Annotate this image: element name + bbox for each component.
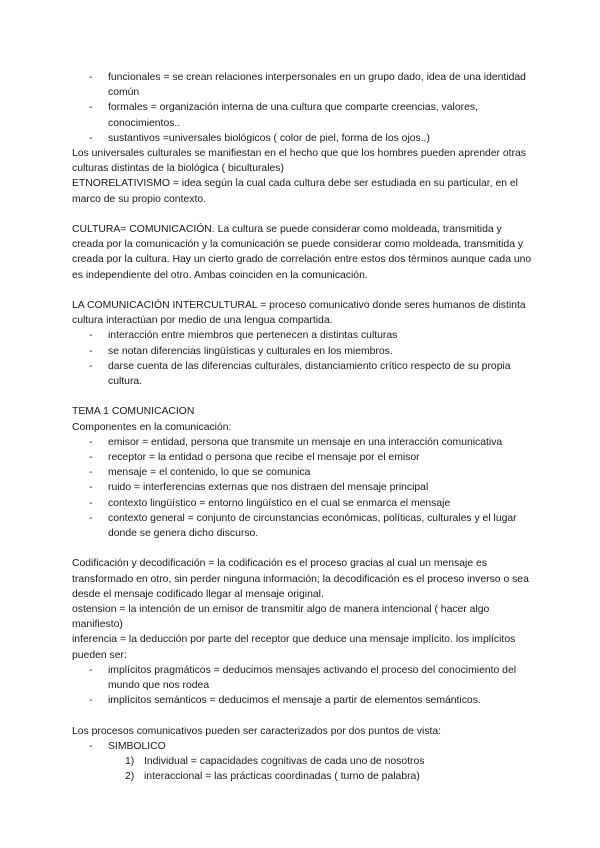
list-item: - ruido = interferencias externas que nos distraen del mensaje principal [72,480,532,495]
list-item [72,754,532,769]
list-item: - contexto lingüístico = entorno lingüístico en el cual se enmarca el mensaje [72,496,532,511]
paragraph-cultura: CULTURA= COMUNICACIÓN. La cultura se puede considerar como moldeada, transmitida y creada por la comunicación y la comunicación se puede considerar como moldeada, transmitida y creada por la cultura. Hay un cierto grado de correlación entre estos dos términos aunque cada uno es independiente del otro. Ambas coinciden en la comunicación. [72,224,532,281]
list-item [72,769,532,784]
list-item: - interacción entre miembros que pertenecen a distintas culturas [72,328,532,343]
paragraph-inferencia: inferencia = la deducción por parte del receptor que deduce una mensaje implícito. los implícitos pueden ser: [72,634,516,661]
list-item: - contexto general = conjunto de circunstancias económicas, políticas, culturales y el lugar donde se genera dicho discurso. [72,511,532,541]
list-item: - sustantivos =universales biológicos ( color de piel, forma de los ojos..) [72,131,532,146]
paragraph-universales: Los universales culturales se manifiestan en el hecho que que los hombres pueden aprender otras culturas distintas de la biológica ( biculturales) [72,148,527,175]
intercultural-list [72,328,532,389]
list-item: - darse cuenta de las diferencias culturales, distanciamiento crítico respecto de su propia cultura. [72,359,532,389]
spacer [72,541,532,556]
paragraph-etnorelativismo: ETNORELATIVISMO = idea según la cual cada cultura debe ser estudiada en su particular, en el marco de su propio contexto. [72,178,518,205]
implicit-list [72,663,532,709]
components-list [72,435,532,541]
list-item: - implícitos semánticos = deducimos el mensaje a partir de elementos semánticos. [72,693,532,708]
section-title: TEMA 1 COMUNICACION [72,406,195,418]
paragraph-codificacion: Codificación y decodificación = la codificación es el proceso gracias al cual un mensaje es transformado en otro, sin perder ninguna información; la decodificación es el proceso inverso o sea desde el mensaje codificado llegar al mensaje original. [72,558,529,600]
list-item: - formales = organización interna de una cultura que comparte creencias, valores, conocimientos.. [72,100,532,130]
paragraph-procesos: Los procesos comunicativos pueden ser caracterizados por dos puntos de vista: [72,725,442,737]
document-page [72,70,532,784]
cultural-universals-list [72,70,532,146]
spacer [72,389,532,404]
list-item: - receptor = la entidad o persona que recibe el mensaje por el emisor [72,450,532,465]
item-number: 1) [125,756,135,768]
spacer [72,708,532,723]
list-item: - se notan diferencias lingüísticas y culturales en los miembros. [72,344,532,359]
item-number: 2) [125,771,135,783]
list-item: - funcionales = se crean relaciones interpersonales en un grupo dado, idea de una identidad común [72,70,532,100]
spacer [72,283,532,298]
list-item: - SIMBOLICO [72,739,532,754]
list-item: - implícitos pragmáticos = deducimos mensajes activando el proceso del conocimiento del mundo que nos rodea [72,663,532,693]
symbolic-sublist [72,754,532,784]
item-text: interaccional = las prácticas coordinadas ( turno de palabra) [144,771,420,783]
list-item: - emisor = entidad, persona que transmite un mensaje en una interacción comunicativa [72,435,532,450]
components-heading: Componentes en la comunicación: [72,421,232,433]
viewpoints-list [72,739,532,754]
list-item: - mensaje = el contenido, lo que se comunica [72,465,532,480]
paragraph-ostension: ostension = la intención de un emisor de transmitir algo de manera intencional ( hacer algo manifiesto) [72,604,490,631]
spacer [72,207,532,222]
paragraph-intercultural: LA COMUNICACIÓN INTERCULTURAL = proceso comunicativo donde seres humanos de distinta cultura interactúan por medio de una lengua compartida. [72,300,526,327]
item-text: Individual = capacidades cognitivas de cada uno de nosotros [144,756,425,768]
